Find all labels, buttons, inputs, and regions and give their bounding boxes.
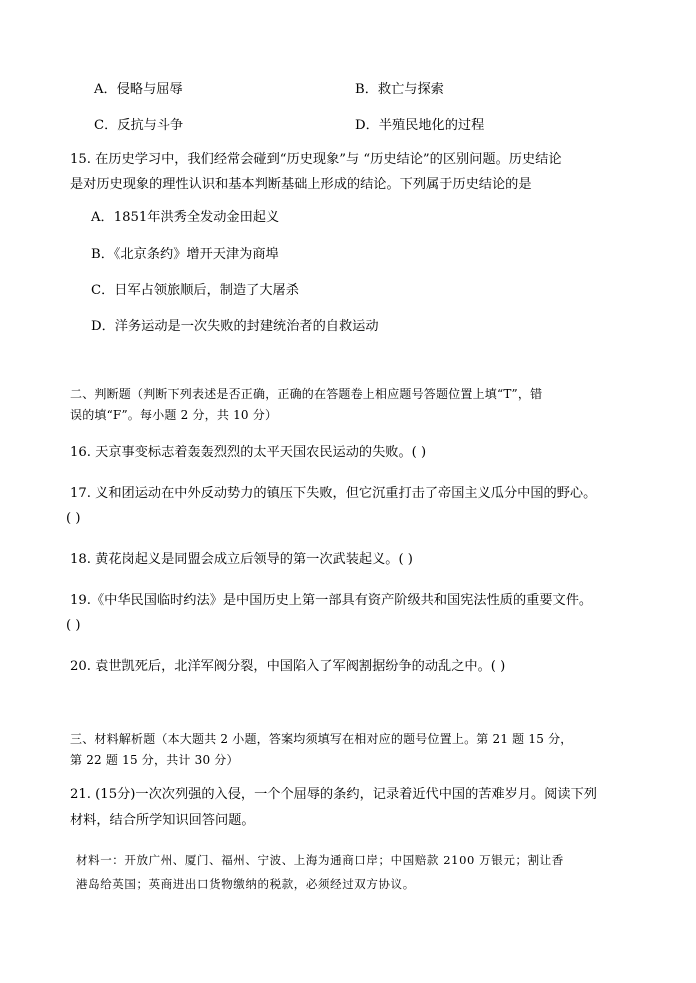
q15-stem-line2: 是对历史现象的理性认识和基本判断基础上形成的结论。下列属于历史结论的是 (70, 177, 532, 192)
q14-option-b: B．救亡与探索 (355, 82, 444, 97)
q16-text: 16. 天京事变标志着轰轰烈烈的太平天国农民运动的失败。( ) (70, 445, 427, 460)
q15-option-b: B．《北京条约》增开天津为商埠 (91, 247, 279, 262)
q18-text: 18. 黄花岗起义是同盟会成立后领导的第一次武装起义。( ) (70, 552, 413, 567)
q21-stem-line2: 材料，结合所学知识回答问题。 (70, 813, 255, 828)
q19-text-line1: 19.《中华民国临时约法》是中国历史上第一部具有资产阶级共和国宪法性质的重要文件。 (70, 593, 593, 608)
section3-heading-line2: 第 22 题 15 分，共计 30 分） (70, 753, 239, 767)
section2-heading-line1: 二、判断题（判断下列表述是否正确，正确的在答题卷上相应题号答题位置上填“T”，错 (70, 387, 543, 401)
q14-option-d: D．半殖民地化的过程 (355, 118, 485, 133)
q19-text-line2: ( ) (66, 618, 81, 633)
q14-option-c: C．反抗与斗争 (94, 118, 184, 133)
material1-line2: 港岛给英国；英商进出口货物缴纳的税款，必须经过双方协议。 (76, 877, 415, 891)
section2-heading-line2: 误的填“F”。每小题 2 分，共 10 分） (70, 408, 278, 422)
section3-heading-line1: 三、材料解析题（本大题共 2 小题，答案均须填写在相对应的题号位置上。第 21 题 15 分， (70, 732, 573, 746)
q15-option-c: C．日军占领旅顺后，制造了大屠杀 (91, 283, 299, 298)
q17-text-line2: ( ) (66, 511, 81, 526)
material1-line1: 材料一：开放广州、厦门、福州、宁波、上海为通商口岸；中国赔款 2100 万银元；割让香 (76, 853, 564, 867)
q15-option-d: D．洋务运动是一次失败的封建统治者的自救运动 (91, 319, 379, 334)
q20-text: 20. 袁世凯死后，北洋军阀分裂，中国陷入了军阀割据纷争的动乱之中。( ) (70, 659, 506, 674)
q17-text-line1: 17. 义和团运动在中外反动势力的镇压下失败，但它沉重打击了帝国主义瓜分中国的野心。 (70, 486, 597, 501)
q15-option-a: A．1851年洪秀全发动金田起义 (91, 210, 280, 225)
q14-option-a: A．侵略与屈辱 (94, 82, 183, 97)
q21-stem-line1: 21. (15分)一次次列强的入侵，一个个屈辱的条约，记录着近代中国的苦难岁月。阅读下列 (70, 787, 597, 802)
q15-stem-line1: 15. 在历史学习中，我们经常会碰到“历史现象”与 “历史结论”的区别问题。历史结论 (70, 152, 562, 167)
